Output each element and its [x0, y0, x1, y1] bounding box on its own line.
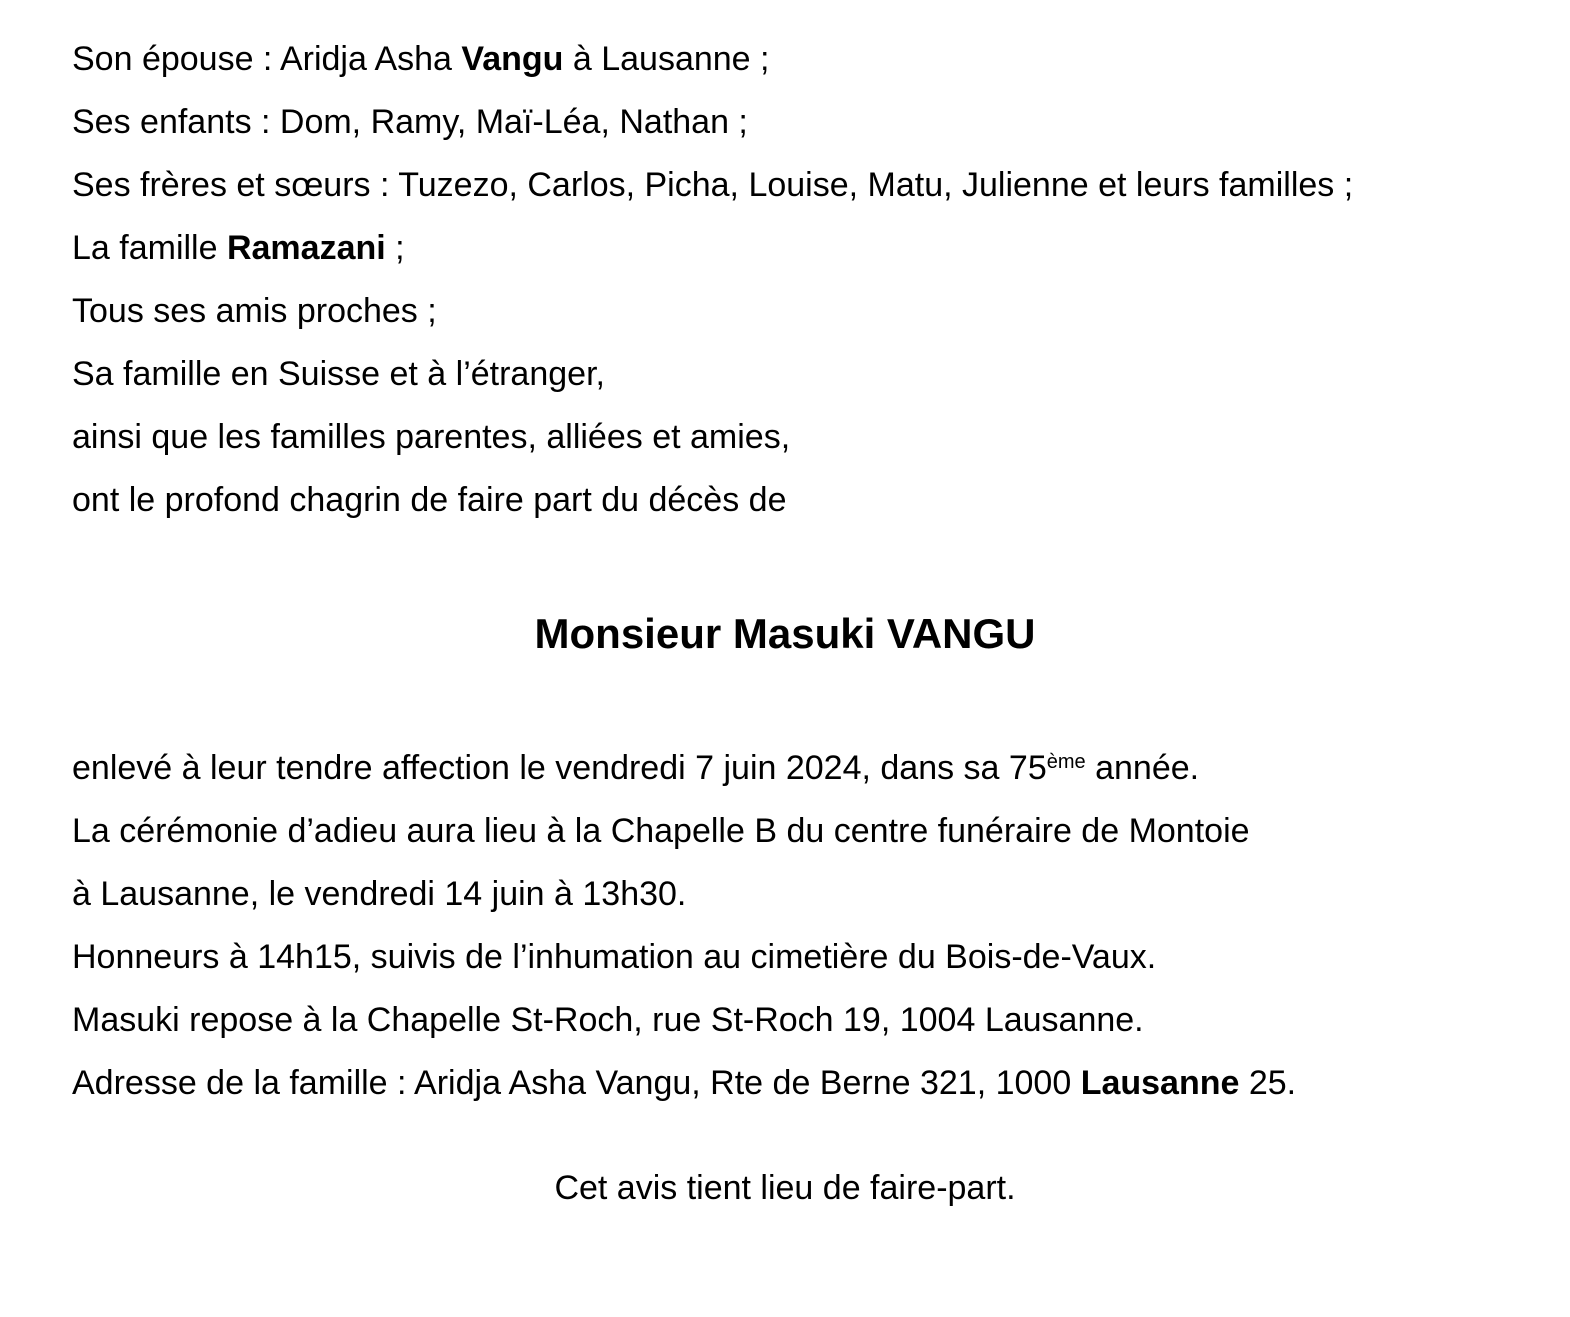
- detail-line-ceremony-date: [72, 863, 1498, 926]
- text-segment: à Lausanne ;: [563, 40, 770, 78]
- intro-line-family: [72, 217, 1498, 280]
- text-segment: année.: [1085, 749, 1200, 787]
- intro-section: [72, 28, 1498, 532]
- text-segment: La cérémonie d’adieu aura lieu à la Chapelle B du centre funéraire de Montoie: [72, 812, 1250, 850]
- text-segment: Tous ses amis proches ;: [72, 292, 437, 330]
- detail-line-honours: [72, 926, 1498, 989]
- intro-line-friends: [72, 280, 1498, 343]
- deceased-name-title: Monsieur Masuki VANGU: [534, 610, 1036, 657]
- text-segment: Masuki repose à la Chapelle St-Roch, rue St-Roch 19, 1004 Lausanne.: [72, 1001, 1144, 1039]
- details-section: [72, 731, 1498, 1115]
- text-segment: Honneurs à 14h15, suivis de l’inhumation au cimetière du Bois-de-Vaux.: [72, 938, 1157, 976]
- text-segment: 25.: [1239, 1064, 1297, 1102]
- text-segment: ainsi que les familles parentes, alliées et amies,: [72, 418, 791, 456]
- intro-line-family-abroad: [72, 343, 1498, 406]
- intro-line-siblings: [72, 154, 1498, 217]
- text-segment: ;: [385, 229, 405, 267]
- bold-family-name: Vangu: [461, 40, 564, 78]
- intro-line-announcement: [72, 469, 1498, 532]
- detail-line-ceremony: [72, 800, 1498, 863]
- text-segment: Cet avis tient lieu de faire-part.: [554, 1169, 1016, 1207]
- bold-city-name: Lausanne: [1080, 1064, 1240, 1102]
- text-segment: Ses enfants : Dom, Ramy, Maï-Léa, Nathan ;: [72, 103, 748, 141]
- superscript-ordinal: ème: [1046, 751, 1086, 773]
- intro-line-spouse: [72, 28, 1498, 91]
- text-segment: Sa famille en Suisse et à l’étranger,: [72, 355, 605, 393]
- detail-line-repose: [72, 989, 1498, 1052]
- text-segment: enlevé à leur tendre affection le vendredi 7 juin 2024, dans sa 75: [72, 749, 1047, 787]
- text-segment: La famille: [72, 229, 227, 267]
- text-segment: à Lausanne, le vendredi 14 juin à 13h30.: [72, 875, 687, 913]
- intro-line-children: [72, 91, 1498, 154]
- closing-line: [72, 1157, 1498, 1220]
- intro-line-related-families: [72, 406, 1498, 469]
- detail-line-death-date: [72, 731, 1498, 800]
- text-segment: ont le profond chagrin de faire part du décès de: [72, 481, 787, 519]
- text-segment: Son épouse : Aridja Asha: [72, 40, 462, 78]
- text-segment: Adresse de la famille : Aridja Asha Vangu, Rte de Berne 321, 1000: [72, 1064, 1081, 1102]
- text-segment: Ses frères et sœurs : Tuzezo, Carlos, Picha, Louise, Matu, Julienne et leurs familles ;: [72, 166, 1354, 204]
- detail-line-family-address: [72, 1052, 1498, 1115]
- bold-family-name: Ramazani: [226, 229, 386, 267]
